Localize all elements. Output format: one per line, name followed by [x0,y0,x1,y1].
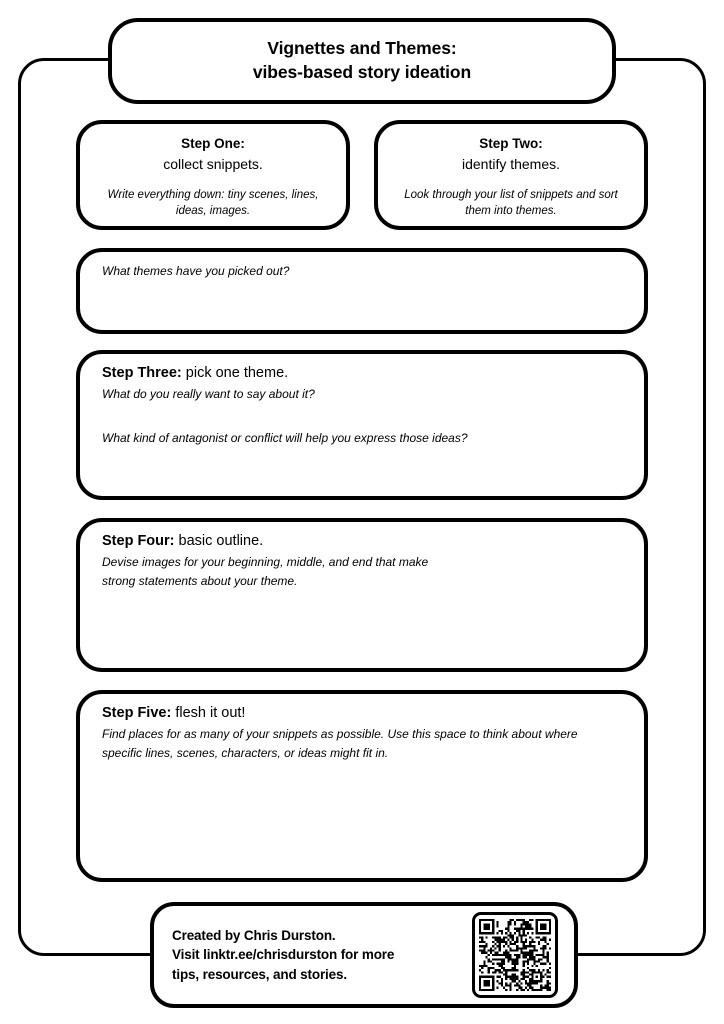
step-one-subheading: collect snippets. [163,155,263,172]
step-five-content [80,694,644,762]
footer-line-3: tips, resources, and stories. [172,966,347,982]
step-five-heading: Step Five: [102,705,172,721]
step-three-question-1: What do you really want to say about it? [102,386,315,401]
footer-credit-box [150,902,578,1008]
step-five-subheading: flesh it out! [175,705,246,721]
step-four-box[interactable] [76,518,648,672]
step-two-heading: Step Two: [479,136,543,151]
step-five-box[interactable] [76,690,648,882]
step-two-note: Look through your list of snippets and sort them into themes. [404,188,618,218]
step-four-title [102,532,624,552]
step-four-content [80,522,644,590]
step-three-title [102,364,624,384]
step-two-content [378,124,644,220]
step-four-heading: Step Four: [102,533,175,549]
step-one-heading: Step One: [181,136,245,151]
themes-prompt: What themes have you picked out? [102,264,290,278]
themes-content [80,252,644,280]
step-two-subheading: identify themes. [461,155,561,172]
step-two-box [374,120,648,230]
page-title-line-2: vibes-based story ideation [252,62,472,82]
worksheet-title-box [108,18,616,104]
step-five-description-line-2: specific lines, scenes, characters, or ideas might fit in. [102,745,389,760]
step-one-content [80,124,346,220]
step-three-content [80,354,644,447]
footer-credit-text [154,926,472,985]
page-title [253,37,471,84]
step-four-description-line-2: strong statements about your theme. [102,573,298,588]
step-four-description-line-1: Devise images for your beginning, middle, and end that make [102,554,429,569]
step-five-title [102,704,624,724]
page-title-line-1: Vignettes and Themes: [267,38,457,59]
step-five-description-line-1: Find places for as many of your snippets as possible. Use this space to think about where [102,726,578,741]
themes-answer-box[interactable] [76,248,648,334]
footer-line-2: Visit linktr.ee/chrisdurston for more [172,947,395,963]
step-three-subheading: pick one theme. [185,365,289,381]
step-three-box[interactable] [76,350,648,500]
step-four-subheading: basic outline. [178,533,264,549]
step-one-note: Write everything down: tiny scenes, lines, ideas, images. [107,188,319,218]
step-one-box [76,120,350,230]
step-three-question-2: What kind of antagonist or conflict will help you express those ideas? [102,430,468,445]
qr-code-canvas [479,919,551,991]
footer-line-1: Created by Chris Durston. [172,927,336,943]
qr-code-icon[interactable] [472,912,558,998]
step-three-heading: Step Three: [102,365,182,381]
